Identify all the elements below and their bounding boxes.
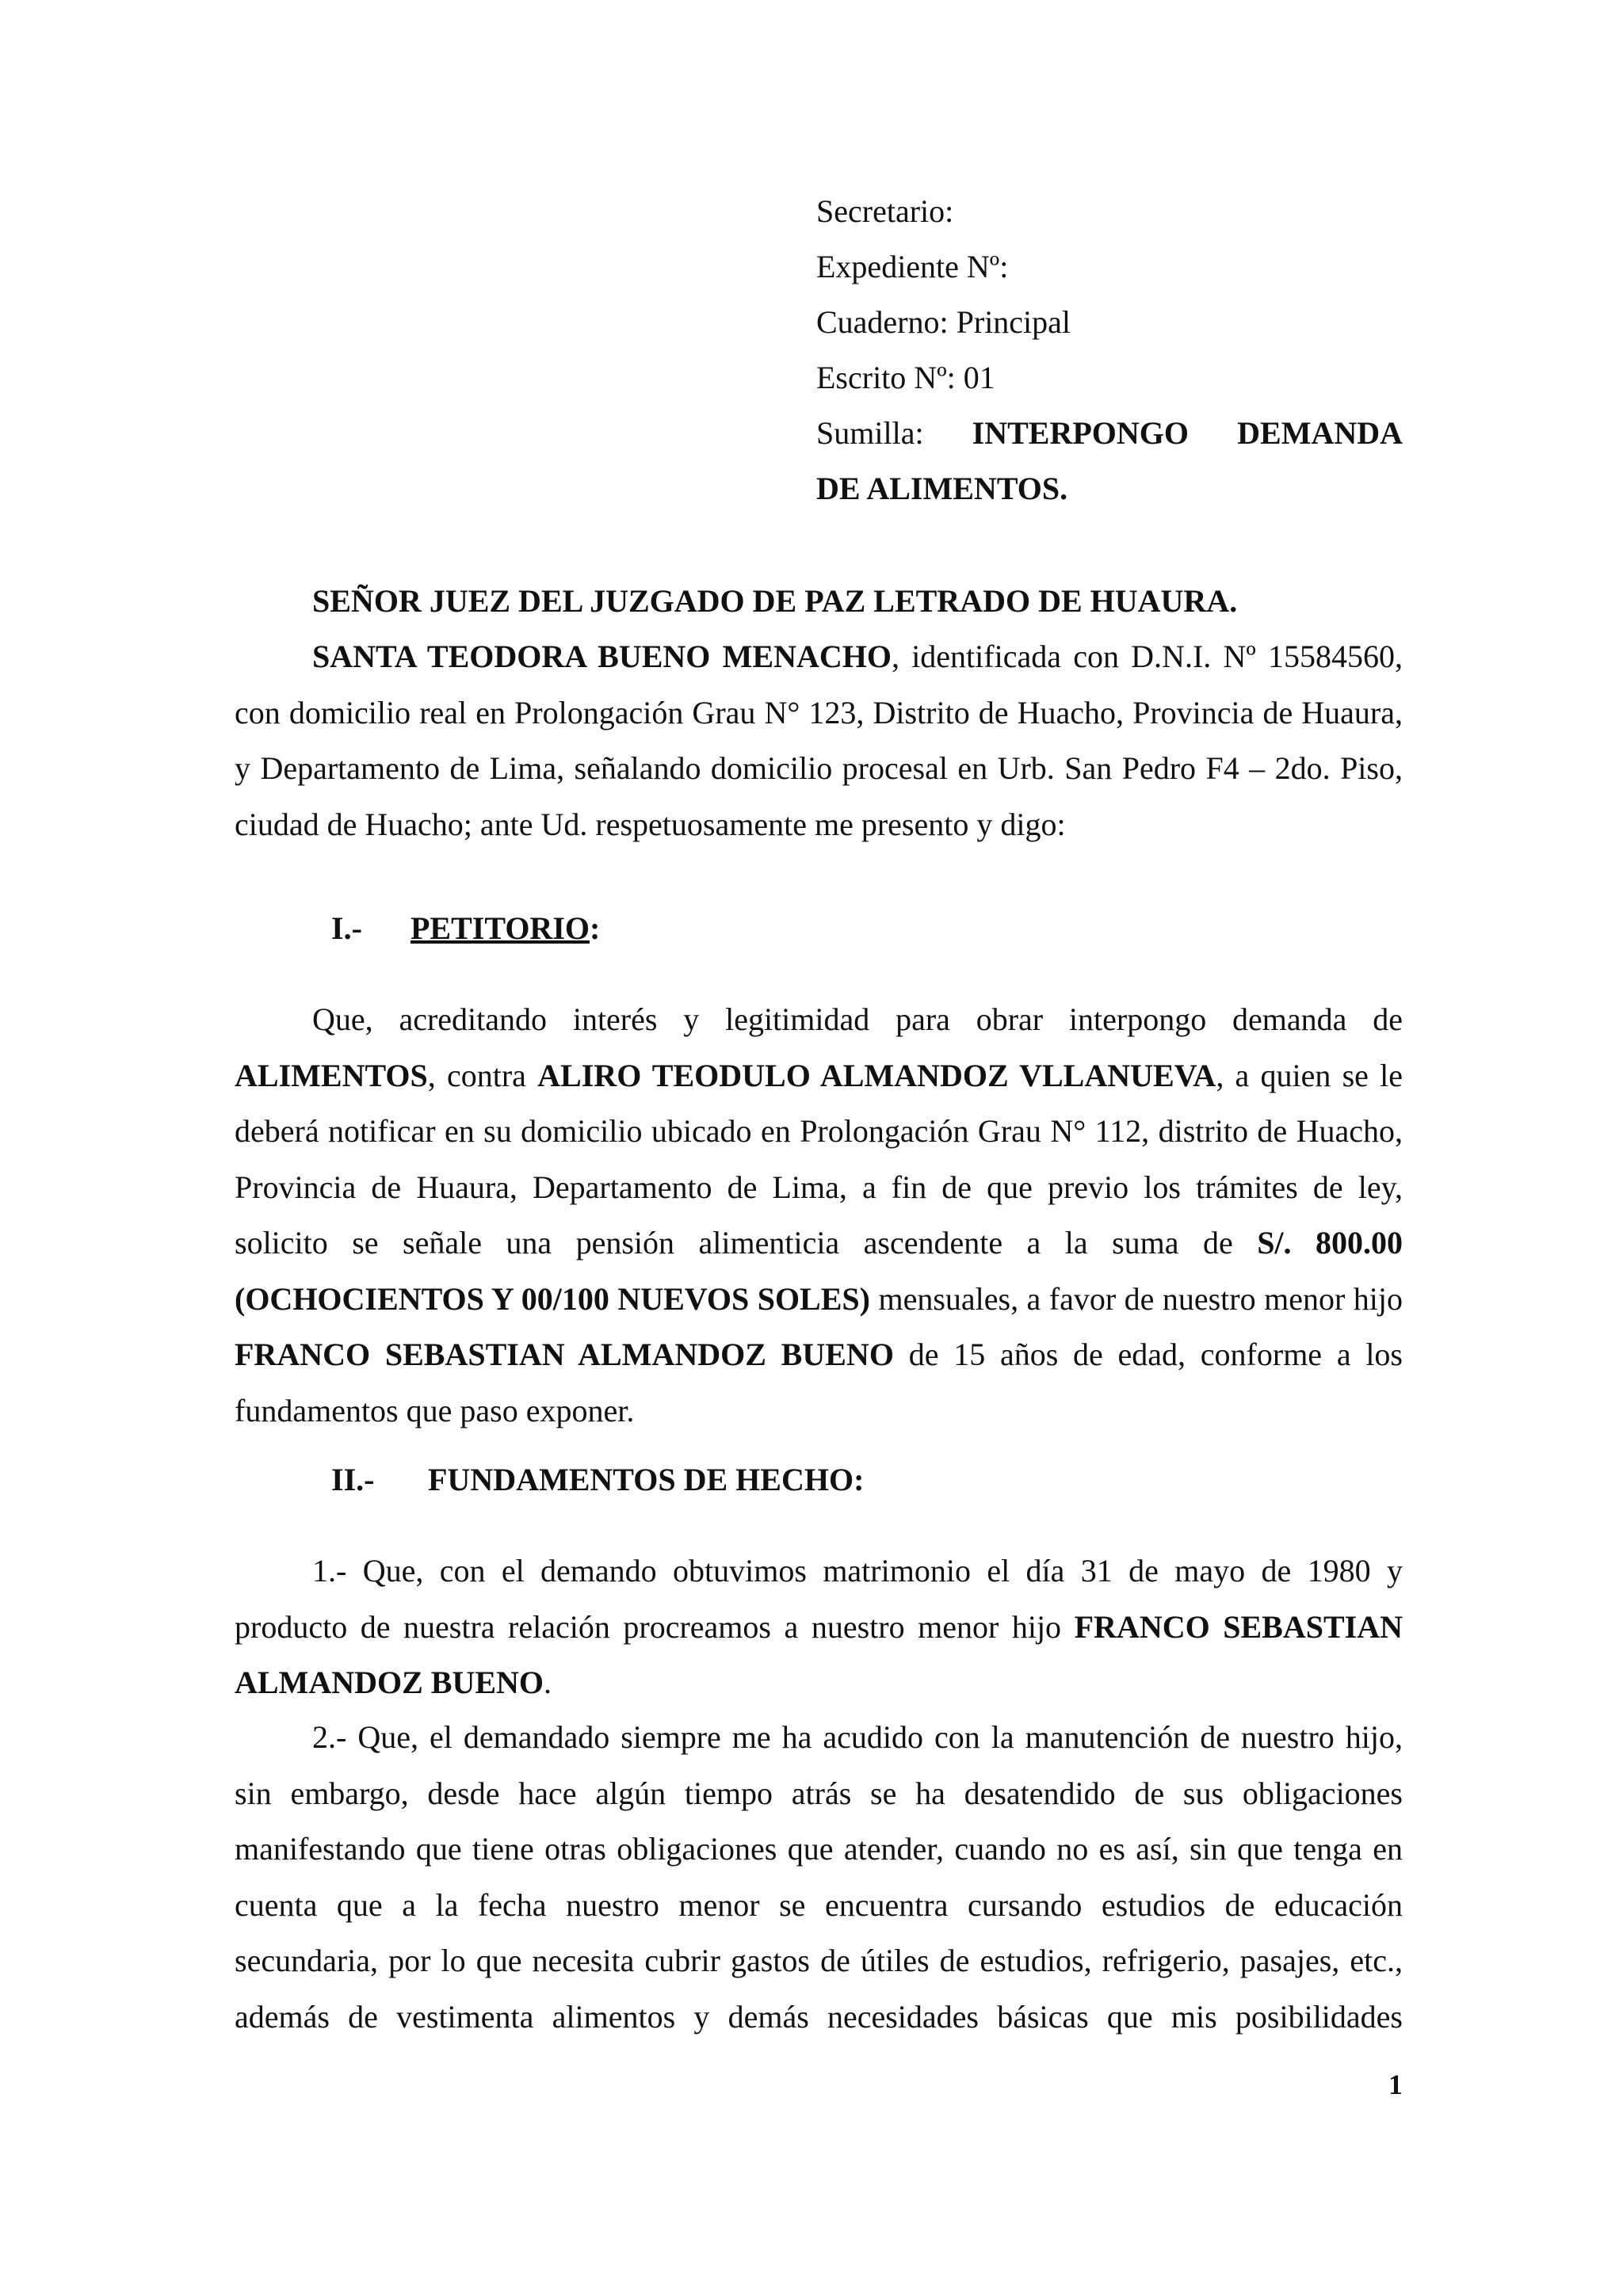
section-1-colon: :	[590, 910, 601, 946]
sumilla-word-2: DEMANDA	[1237, 415, 1403, 451]
escrito-line: Escrito Nº: 01	[816, 360, 995, 395]
plaintiff-name: SANTA TEODORA BUENO MENACHO	[312, 639, 892, 674]
secretario-line: Secretario:	[816, 193, 954, 229]
fundamento-2-paragraph	[235, 1710, 1403, 2045]
fundamento-2-text: 2.- Que, el demandado siempre me ha acudido con la manutención de nuestro hijo, sin embargo, desde hace algún tiempo atrás se ha desatendido de sus obligaciones manifestando que tiene otras obligaciones que atender, cuando no es así, sin que tenga en cuenta que a la fecha nuestro menor se encuentra cursando estudios de educación secundaria, por lo que necesita cubrir gastos de útiles de estudios, refrigerio, pasajes, etc., además de vestimenta alimentos y demás necesidades básicas que mis posibilidades	[235, 1719, 1403, 2035]
fundamento-1-paragraph	[235, 1543, 1403, 1711]
page-number: 1	[1388, 2069, 1403, 2100]
sumilla-label: Sumilla:	[816, 415, 924, 451]
fundamento-1-period: .	[544, 1665, 552, 1700]
petitorio-alimentos: ALIMENTOS	[235, 1057, 428, 1093]
defendant-name: ALIRO TEODULO ALMANDOZ VLLANUEVA	[537, 1057, 1216, 1093]
intro-text: , identificada con D.N.I. Nº 15584560, con domicilio real en Prolongación Grau N° 123, Distrito de Huacho, Provincia de Huaura, y Departamento de Lima, señalando domicilio procesal en Urb. San Pedro F4 – 2do. Piso, ciudad de Huacho; ante Ud. respetuosamente me presento y digo:	[235, 639, 1403, 842]
case-header	[816, 184, 1403, 517]
section-1-number: I.-	[331, 910, 362, 946]
section-2-title: FUNDAMENTOS DE HECHO:	[428, 1462, 865, 1497]
section-1-heading	[331, 910, 600, 947]
section-2-number: II.-	[331, 1462, 375, 1497]
fundamento-1-child-name: FRANCO SEBASTIAN ALMANDOZ BUENO	[235, 1608, 1403, 1700]
sumilla-word-1: INTERPONGO	[972, 415, 1190, 451]
intro-paragraph	[235, 629, 1403, 852]
section-1-title: PETITORIO	[411, 910, 590, 946]
cuaderno-line: Cuaderno: Principal	[816, 304, 1071, 340]
fundamento-1-text: 1.- Que, con el demando obtuvimos matrimonio el día 31 de mayo de 1980 y producto de nuestra relación procreamos a nuestro menor hijo	[235, 1553, 1403, 1645]
section-2-heading	[331, 1461, 864, 1498]
petitorio-text-i: de 15 años de edad, conforme a los fundamentos que paso exponer.	[235, 1337, 1403, 1428]
petitorio-text-c: , contra	[427, 1057, 538, 1093]
pension-amount: S/. 800.00 (OCHOCIENTOS Y 00/100 NUEVOS SOLES)	[235, 1225, 1403, 1317]
sumilla-line	[816, 406, 1403, 461]
sumilla-line-2: DE ALIMENTOS.	[816, 471, 1068, 506]
addressee: SEÑOR JUEZ DEL JUZGADO DE PAZ LETRADO DE HUAURA.	[312, 583, 1238, 619]
petitorio-text-a: Que, acreditando interés y legitimidad para obrar interpongo demanda de	[312, 1001, 1403, 1037]
expediente-line: Expediente Nº:	[816, 249, 1009, 284]
child-name: FRANCO SEBASTIAN ALMANDOZ BUENO	[235, 1337, 894, 1372]
petitorio-text-g: mensuales, a favor de nuestro menor hijo	[869, 1280, 1403, 1317]
petitorio-text-e: , a quien se le deberá notificar en su domicilio ubicado en Prolongación Grau N° 112, distrito de Huacho, Provincia de Huaura, Departamento de Lima, a fin de que previo los trámites de ley, solicito se señale una pensión alimenticia ascendente a la suma de	[235, 1057, 1403, 1261]
petitorio-paragraph	[235, 992, 1403, 1439]
